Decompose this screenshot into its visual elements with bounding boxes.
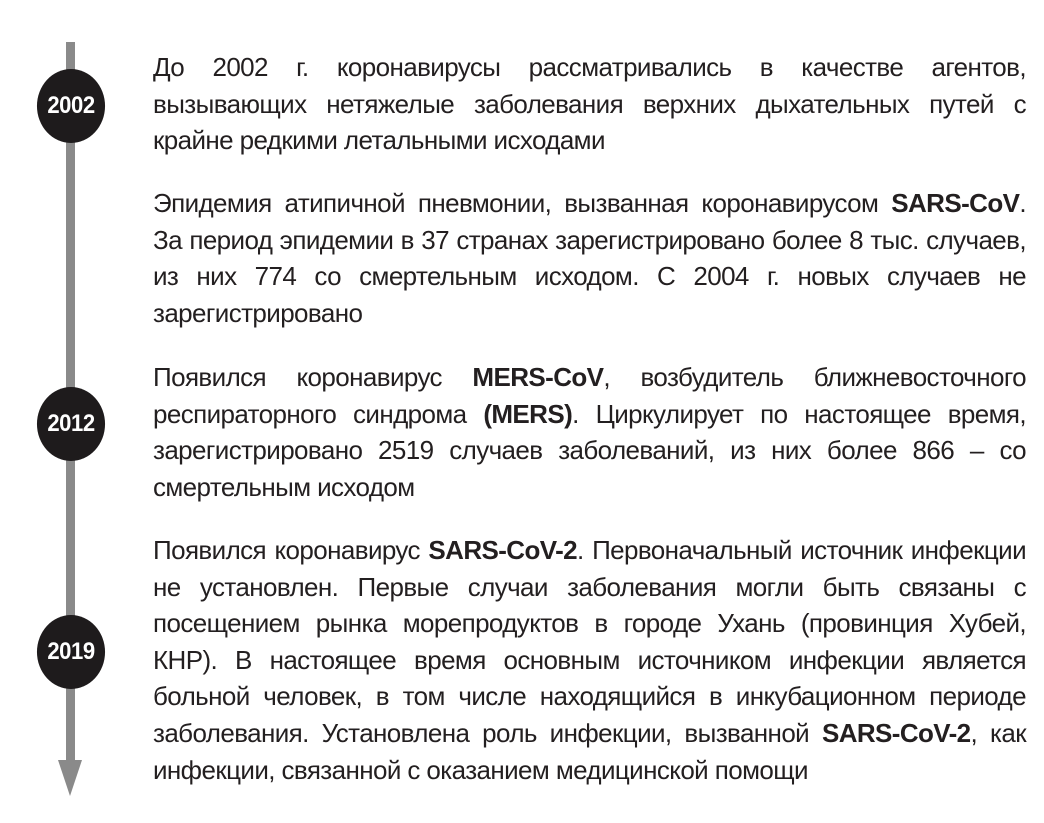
year-badge-2019: 2019 xyxy=(37,615,105,689)
virus-name-sars-cov: SARS-CoV xyxy=(891,188,1020,218)
entry-text: До 2002 г. коронавирусы рассматривались в качестве агентов, вызывающих нетяжелые заболевания верхних дыхательных путей с крайне редкими летальными исходами xyxy=(153,52,1026,156)
entry-text: . За период эпидемии в 37 странах зарегистрировано более 8 тыс. случаев, из них 774 со смертельным исходом. С 2004 г. новых случаев не зарегистрировано xyxy=(153,188,1026,328)
entry-text: Появился коронавирус xyxy=(153,362,473,392)
timeline-entry-2019 xyxy=(153,532,1026,788)
entry-text: Появился коронавирус xyxy=(153,535,429,565)
entry-text: . Циркулирует по настоящее время, зарегистрировано 2519 случаев заболеваний, из них более 866 – со смертельным исходом xyxy=(153,398,1027,502)
entry-text: Эпидемия атипичной пневмонии, вызванная коронавирусом xyxy=(153,188,892,218)
syndrome-name-mers: (MERS) xyxy=(483,398,573,429)
year-badge-2012: 2012 xyxy=(37,387,105,461)
timeline-arrow-icon xyxy=(58,760,82,796)
virus-name-mers-cov: MERS-CoV xyxy=(472,362,604,392)
virus-name-sars-cov-2: SARS-CoV-2 xyxy=(428,535,577,565)
entry-text: , возбудитель ближневосточного респираторного синдрома xyxy=(153,362,1026,429)
entry-text: . Первоначальный источник инфекции не установлен. Первые случаи заболевания могли быть связаны с посещением рынка морепродуктов в городе Ухань (провинция Хубей, КНР). В настоящее время основным источником инфекции является больной человек, в том числе находящийся в инкубационном периоде заболевания. Установлена роль инфекции, вызванной xyxy=(153,535,1026,748)
virus-name-sars-cov-2: SARS-CoV-2 xyxy=(821,717,971,748)
timeline-entry-2012 xyxy=(153,359,1026,505)
entry-text: , как инфекции, связанной с оказанием медицинской помощи xyxy=(153,717,1026,785)
timeline-entry-sars xyxy=(153,185,1026,331)
year-badge-2002: 2002 xyxy=(37,69,105,143)
timeline-entry-2002-before xyxy=(153,49,1026,159)
